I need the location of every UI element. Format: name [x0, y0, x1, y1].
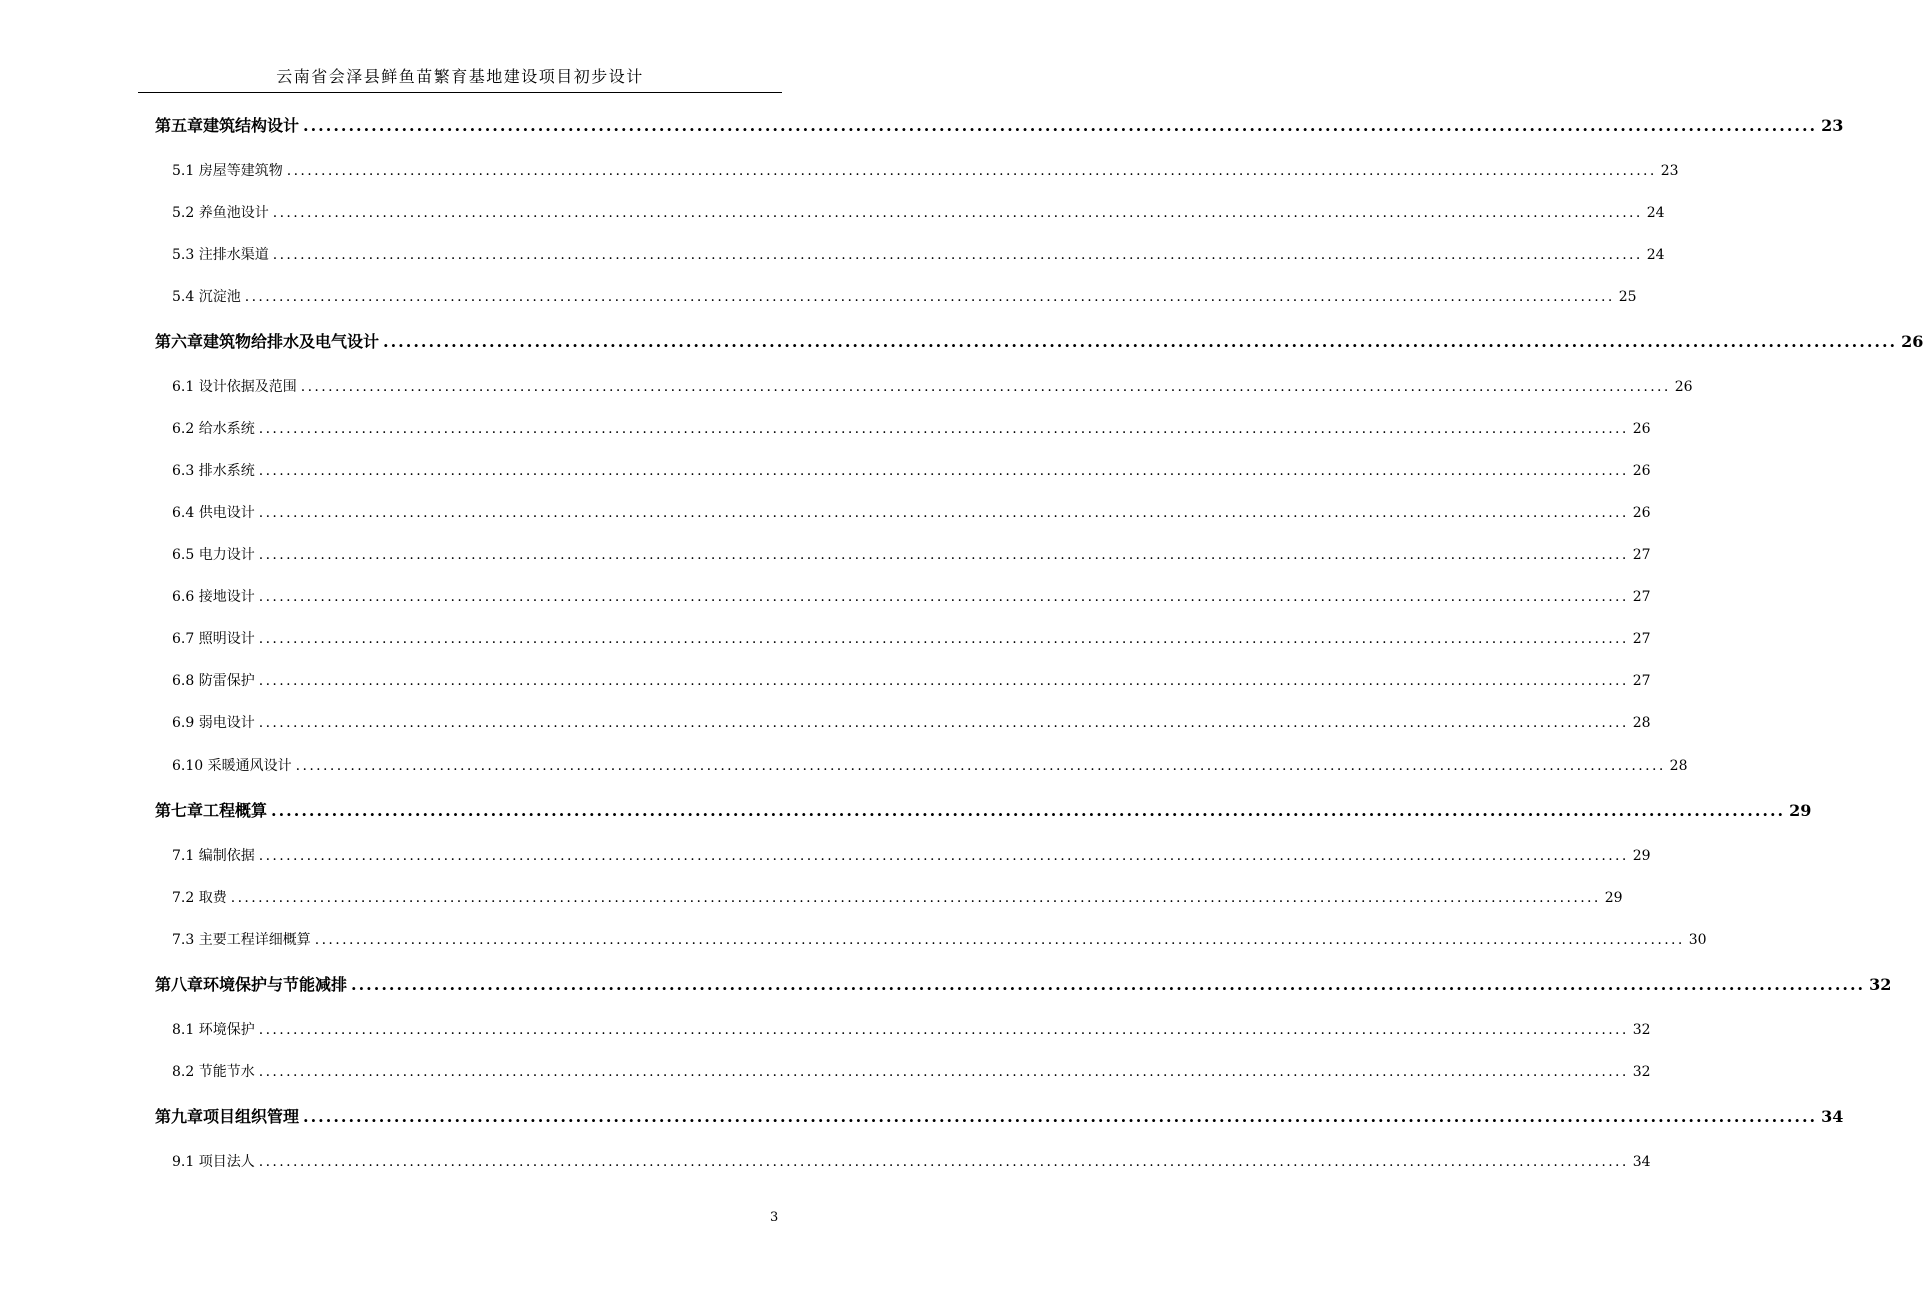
toc-section-entry[interactable] — [155, 628, 1651, 648]
page-number: 3 — [770, 1210, 779, 1225]
section-title: 6.10 采暖通风设计 — [172, 758, 292, 774]
section-title: 6.9 弱电设计 — [172, 715, 255, 731]
chapter-number: 第六章 — [155, 332, 204, 351]
toc-page-number: 26 — [1901, 332, 1923, 351]
dot-leader: ........................................................................................................................................................................................................ — [258, 715, 1629, 731]
dot-leader: ........................................................................................................................................................................................................ — [258, 1154, 1629, 1170]
dot-leader: ........................................................................................................................................................................................................ — [258, 848, 1629, 864]
toc-section-entry[interactable] — [155, 202, 1665, 222]
toc-section-entry[interactable] — [155, 160, 1679, 180]
section-title: 7.3 主要工程详细概算 — [172, 932, 311, 948]
toc-page-number: 28 — [1632, 715, 1651, 731]
toc-section-entry[interactable] — [155, 1061, 1651, 1081]
section-title: 6.5 电力设计 — [172, 547, 255, 563]
toc-page-number: 32 — [1632, 1022, 1651, 1038]
toc-chapter-entry[interactable] — [155, 798, 1812, 820]
dot-leader: ........................................................................................................................................................................................................ — [258, 463, 1629, 479]
dot-leader: ........................................................................................................................................................................................................ — [303, 116, 1818, 135]
section-title: 5.1 房屋等建筑物 — [172, 163, 283, 179]
toc-section-entry[interactable] — [155, 544, 1651, 564]
chapter-number: 第七章 — [155, 801, 204, 820]
section-title: 6.4 供电设计 — [172, 505, 255, 521]
document-header: 云南省会泽县鲜鱼苗繁育基地建设项目初步设计 — [276, 67, 644, 86]
toc-section-entry[interactable] — [155, 1019, 1651, 1039]
dot-leader: ........................................................................................................................................................................................................ — [383, 332, 1898, 351]
toc-page-number: 29 — [1604, 890, 1623, 906]
toc-section-entry[interactable] — [155, 845, 1651, 865]
section-title: 6.3 排水系统 — [172, 463, 255, 479]
dot-leader: ........................................................................................................................................................................................................ — [286, 163, 1657, 179]
toc-page-number: 26 — [1632, 505, 1651, 521]
toc-section-entry[interactable] — [155, 376, 1693, 396]
toc-chapter-entry[interactable] — [155, 113, 1844, 135]
toc-page-number: 34 — [1632, 1154, 1651, 1170]
dot-leader: ........................................................................................................................................................................................................ — [258, 1064, 1629, 1080]
dot-leader: ........................................................................................................................................................................................................ — [271, 801, 1786, 820]
toc-section-entry[interactable] — [155, 418, 1651, 438]
chapter-number: 第八章 — [155, 975, 204, 994]
dot-leader: ........................................................................................................................................................................................................ — [258, 547, 1629, 563]
section-title: 9.1 项目法人 — [172, 1154, 255, 1170]
chapter-title: 建筑结构设计 — [203, 116, 300, 135]
toc-page-number: 26 — [1674, 379, 1693, 395]
toc-section-entry[interactable] — [155, 712, 1651, 732]
toc-page-number: 32 — [1869, 975, 1892, 994]
toc-page-number: 27 — [1632, 589, 1651, 605]
toc-page-number: 27 — [1632, 673, 1651, 689]
toc-page-number: 27 — [1632, 547, 1651, 563]
dot-leader: ........................................................................................................................................................................................................ — [300, 379, 1671, 395]
dot-leader: ........................................................................................................................................................................................................ — [258, 673, 1629, 689]
toc-page-number: 28 — [1669, 758, 1688, 774]
toc-section-entry[interactable] — [155, 502, 1651, 522]
toc-section-entry[interactable] — [155, 244, 1665, 264]
toc-page-number: 24 — [1646, 247, 1665, 263]
toc-page-number: 26 — [1632, 421, 1651, 437]
section-title: 8.1 环境保护 — [172, 1022, 255, 1038]
dot-leader: ........................................................................................................................................................................................................ — [314, 932, 1685, 948]
toc-section-entry[interactable] — [155, 887, 1623, 907]
toc-chapter-entry[interactable] — [155, 1104, 1844, 1126]
toc-page-number: 34 — [1821, 1107, 1844, 1126]
toc-section-entry[interactable] — [155, 1151, 1651, 1171]
dot-leader: ........................................................................................................................................................................................................ — [230, 890, 1601, 906]
toc-section-entry[interactable] — [155, 460, 1651, 480]
toc-page-number: 24 — [1646, 205, 1665, 221]
dot-leader: ........................................................................................................................................................................................................ — [295, 758, 1666, 774]
toc-section-entry[interactable] — [155, 286, 1637, 306]
toc-page-number: 29 — [1789, 801, 1812, 820]
section-title: 7.2 取费 — [172, 890, 227, 906]
section-title: 6.8 防雷保护 — [172, 673, 255, 689]
header-divider — [138, 92, 782, 93]
toc-section-entry[interactable] — [155, 929, 1707, 949]
chapter-number: 第五章 — [155, 116, 204, 135]
dot-leader: ........................................................................................................................................................................................................ — [351, 975, 1866, 994]
dot-leader: ........................................................................................................................................................................................................ — [258, 631, 1629, 647]
toc-section-entry[interactable] — [155, 586, 1651, 606]
chapter-title: 工程概算 — [203, 801, 268, 820]
toc-chapter-entry[interactable] — [155, 329, 1923, 351]
toc-chapter-entry[interactable] — [155, 972, 1892, 994]
section-title: 6.6 接地设计 — [172, 589, 255, 605]
dot-leader: ........................................................................................................................................................................................................ — [258, 421, 1629, 437]
dot-leader: ........................................................................................................................................................................................................ — [258, 505, 1629, 521]
dot-leader: ........................................................................................................................................................................................................ — [244, 289, 1615, 305]
toc-page-number: 32 — [1632, 1064, 1651, 1080]
section-title: 7.1 编制依据 — [172, 848, 255, 864]
dot-leader: ........................................................................................................................................................................................................ — [303, 1107, 1818, 1126]
dot-leader: ........................................................................................................................................................................................................ — [272, 247, 1643, 263]
chapter-title: 环境保护与节能减排 — [203, 975, 348, 994]
toc-section-entry[interactable] — [155, 670, 1651, 690]
toc-page-number: 23 — [1821, 116, 1844, 135]
section-title: 6.1 设计依据及范围 — [172, 379, 297, 395]
toc-page-number: 27 — [1632, 631, 1651, 647]
section-title: 6.2 给水系统 — [172, 421, 255, 437]
section-title: 5.3 注排水渠道 — [172, 247, 269, 263]
toc-page-number: 26 — [1632, 463, 1651, 479]
section-title: 5.2 养鱼池设计 — [172, 205, 269, 221]
dot-leader: ........................................................................................................................................................................................................ — [272, 205, 1643, 221]
toc-page-number: 23 — [1660, 163, 1679, 179]
section-title: 8.2 节能节水 — [172, 1064, 255, 1080]
section-title: 6.7 照明设计 — [172, 631, 255, 647]
toc-section-entry[interactable] — [155, 755, 1688, 775]
toc-page-number: 25 — [1618, 289, 1637, 305]
dot-leader: ........................................................................................................................................................................................................ — [258, 589, 1629, 605]
chapter-title: 项目组织管理 — [203, 1107, 300, 1126]
toc-page-number: 29 — [1632, 848, 1651, 864]
chapter-number: 第九章 — [155, 1107, 204, 1126]
section-title: 5.4 沉淀池 — [172, 289, 241, 305]
toc-page-number: 30 — [1688, 932, 1707, 948]
chapter-title: 建筑物给排水及电气设计 — [203, 332, 380, 351]
dot-leader: ........................................................................................................................................................................................................ — [258, 1022, 1629, 1038]
